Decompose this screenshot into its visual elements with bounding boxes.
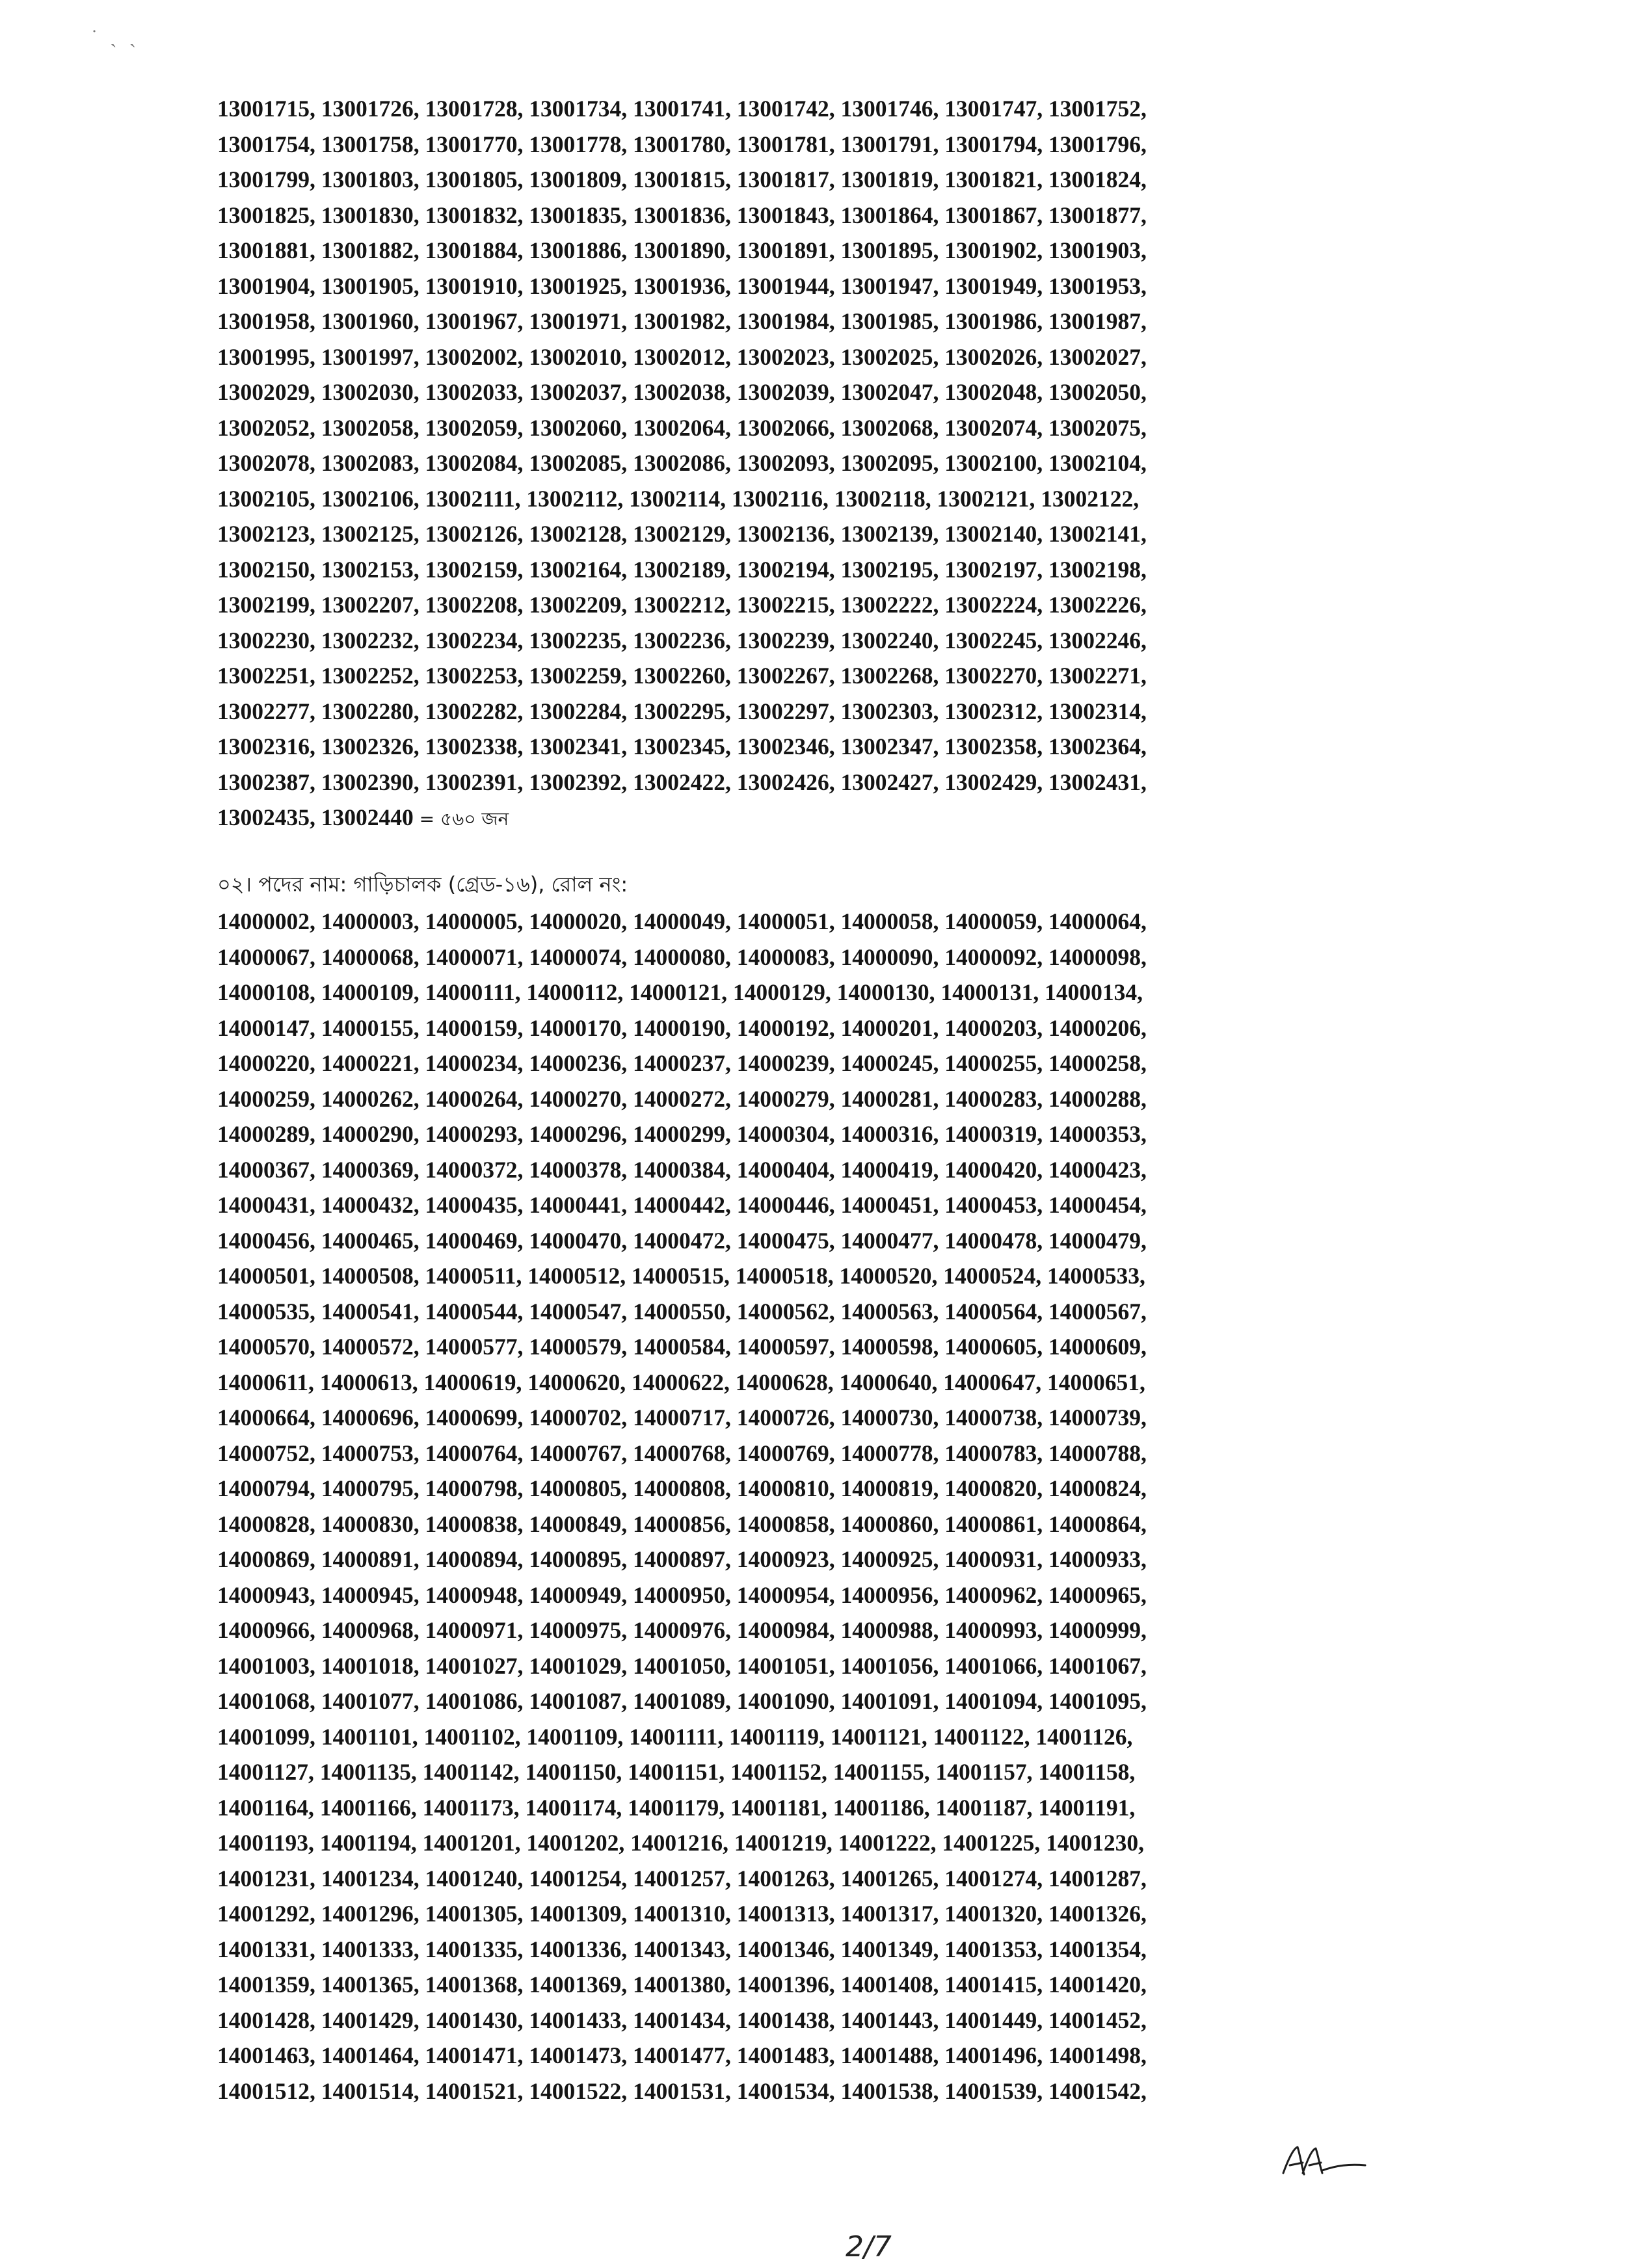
roll-number-line: 14000002, 14000003, 14000005, 14000020, 14000049, 14000051, 14000058, 14000059, 14000064, — [217, 908, 1147, 934]
roll-number-line: 14001428, 14001429, 14001430, 14001433, 14001434, 14001438, 14001443, 14001449, 14001452, — [217, 2007, 1147, 2033]
roll-number-line: 13002316, 13002326, 13002338, 13002341, 13002345, 13002346, 13002347, 13002358, 13002364, — [217, 733, 1147, 759]
roll-number-line: 13002029, 13002030, 13002033, 13002037, 13002038, 13002039, 13002047, 13002048, 13002050, — [217, 379, 1147, 405]
roll-number-line: 13001881, 13001882, 13001884, 13001886, 13001890, 13001891, 13001895, 13001902, 13001903, — [217, 237, 1147, 263]
roll-number-line: 13001904, 13001905, 13001910, 13001925, 13001936, 13001944, 13001947, 13001949, 13001953, — [217, 272, 1147, 299]
roll-number-line: 13002277, 13002280, 13002282, 13002284, 13002295, 13002297, 13002303, 13002312, 13002314, — [217, 698, 1147, 724]
roll-number-line: 14001193, 14001194, 14001201, 14001202, 14001216, 14001219, 14001222, 14001225, 14001230, — [217, 1830, 1144, 1856]
roll-number-line: 14000259, 14000262, 14000264, 14000270, 14000272, 14000279, 14000281, 14000283, 14000288, — [217, 1085, 1147, 1112]
roll-number-line: 14000828, 14000830, 14000838, 14000849, 14000856, 14000858, 14000860, 14000861, 14000864, — [217, 1510, 1147, 1537]
roll-number-line: 14000367, 14000369, 14000372, 14000378, 14000384, 14000404, 14000419, 14000420, 14000423, — [217, 1156, 1147, 1183]
roll-list-section-2 — [217, 865, 1466, 2109]
roll-number-line: 13002199, 13002207, 13002208, 13002209, 13002212, 13002215, 13002222, 13002224, 13002226, — [217, 592, 1147, 618]
roll-number-line: 14001359, 14001365, 14001368, 14001369, 14001380, 14001396, 14001408, 14001415, 14001420, — [217, 1971, 1147, 1998]
roll-number-line: 14001463, 14001464, 14001471, 14001473, 14001477, 14001483, 14001488, 14001496, 14001498, — [217, 2042, 1147, 2068]
roll-number-line: 13002150, 13002153, 13002159, 13002164, 13002189, 13002194, 13002195, 13002197, 13002198, — [217, 556, 1147, 583]
roll-number-lines-1 — [217, 91, 1466, 800]
roll-number-line: 14000220, 14000221, 14000234, 14000236, 14000237, 14000239, 14000245, 14000255, 14000258, — [217, 1050, 1147, 1076]
roll-number-line: 14001512, 14001514, 14001521, 14001522, 14001531, 14001534, 14001538, 14001539, 14001542, — [217, 2077, 1147, 2104]
roll-number-line: 14001331, 14001333, 14001335, 14001336, 14001343, 14001346, 14001349, 14001353, 14001354, — [217, 1936, 1147, 1962]
roll-number-line: 13001799, 13001803, 13001805, 13001809, 13001815, 13001817, 13001819, 13001821, 13001824, — [217, 166, 1147, 192]
roll-number-line: 14000289, 14000290, 14000293, 14000296, 14000299, 14000304, 14000316, 14000319, 14000353, — [217, 1121, 1147, 1147]
total-count-line — [217, 800, 1466, 836]
last-roll-numbers: 13002435, 13002440 — [217, 804, 414, 830]
roll-number-line: 14000869, 14000891, 14000894, 14000895, 14000897, 14000923, 14000925, 14000931, 14000933, — [217, 1546, 1147, 1572]
roll-number-line: 14000431, 14000432, 14000435, 14000441, 14000442, 14000446, 14000451, 14000453, 14000454, — [217, 1192, 1147, 1218]
roll-number-line: 14001003, 14001018, 14001027, 14001029, 14001050, 14001051, 14001056, 14001066, 14001067, — [217, 1652, 1147, 1679]
roll-number-lines-2 — [217, 904, 1466, 2109]
roll-number-line: 14000456, 14000465, 14000469, 14000470, 14000472, 14000475, 14000477, 14000478, 14000479, — [217, 1227, 1147, 1254]
roll-number-line: 14000611, 14000613, 14000619, 14000620, 14000622, 14000628, 14000640, 14000647, 14000651, — [217, 1369, 1145, 1395]
roll-number-line: 14000501, 14000508, 14000511, 14000512, 14000515, 14000518, 14000520, 14000524, 14000533, — [217, 1263, 1145, 1289]
total-count: = ৫৬০ জন — [413, 808, 509, 830]
roll-number-line: 13002105, 13002106, 13002111, 13002112, 13002114, 13002116, 13002118, 13002121, 13002122, — [217, 485, 1140, 512]
roll-number-line: 14001127, 14001135, 14001142, 14001150, 14001151, 14001152, 14001155, 14001157, 14001158, — [217, 1759, 1136, 1785]
roll-number-line: 14001068, 14001077, 14001086, 14001087, 14001089, 14001090, 14001091, 14001094, 14001095, — [217, 1688, 1147, 1714]
roll-list-section-1 — [217, 91, 1466, 836]
roll-number-line: 13002230, 13002232, 13002234, 13002235, 13002236, 13002239, 13002240, 13002245, 13002246, — [217, 627, 1147, 653]
roll-number-line: 14000752, 14000753, 14000764, 14000767, 14000768, 14000769, 14000778, 14000783, 14000788, — [217, 1440, 1147, 1466]
post-heading: ০২। পদের নাম: গাড়িচালক (গ্রেড-১৬), রোল নং: — [217, 872, 628, 897]
page-number: 2/7 — [846, 2230, 892, 2263]
roll-number-line: 14000943, 14000945, 14000948, 14000949, 14000950, 14000954, 14000956, 14000962, 14000965, — [217, 1581, 1147, 1608]
roll-number-line: 14000108, 14000109, 14000111, 14000112, 14000121, 14000129, 14000130, 14000131, 14000134, — [217, 979, 1143, 1005]
roll-number-line: 13002387, 13002390, 13002391, 13002392, 13002422, 13002426, 13002427, 13002429, 13002431, — [217, 769, 1147, 795]
roll-number-line: 14000966, 14000968, 14000971, 14000975, 14000976, 14000984, 14000988, 14000993, 14000999, — [217, 1617, 1147, 1643]
roll-number-line: 14000535, 14000541, 14000544, 14000547, 14000550, 14000562, 14000563, 14000564, 14000567, — [217, 1298, 1147, 1325]
roll-number-line: 13001825, 13001830, 13001832, 13001835, 13001836, 13001843, 13001864, 13001867, 13001877, — [217, 202, 1147, 228]
roll-number-line: 13002078, 13002083, 13002084, 13002085, 13002086, 13002093, 13002095, 13002100, 13002104, — [217, 450, 1147, 476]
roll-number-line: 14000147, 14000155, 14000159, 14000170, 14000190, 14000192, 14000201, 14000203, 14000206, — [217, 1014, 1147, 1041]
scan-specks-decoration: ˙ ˎ ˏ — [91, 26, 140, 47]
roll-number-line: 14000570, 14000572, 14000577, 14000579, 14000584, 14000597, 14000598, 14000605, 14000609, — [217, 1334, 1147, 1360]
roll-number-line: 13001995, 13001997, 13002002, 13002010, 13002012, 13002023, 13002025, 13002026, 13002027, — [217, 343, 1147, 370]
roll-number-line: 14001164, 14001166, 14001173, 14001174, 14001179, 14001181, 14001186, 14001187, 14001191, — [217, 1794, 1136, 1821]
roll-number-line: 14001099, 14001101, 14001102, 14001109, 14001111, 14001119, 14001121, 14001122, 14001126, — [217, 1723, 1133, 1750]
roll-number-line: 13001958, 13001960, 13001967, 13001971, 13001982, 13001984, 13001985, 13001986, 13001987, — [217, 308, 1147, 334]
roll-number-line: 13002251, 13002252, 13002253, 13002259, 13002260, 13002267, 13002268, 13002270, 13002271, — [217, 663, 1147, 689]
signature-initials — [1278, 2139, 1369, 2185]
roll-number-line: 13001715, 13001726, 13001728, 13001734, 13001741, 13001742, 13001746, 13001747, 13001752, — [217, 96, 1147, 122]
roll-number-line: 13001754, 13001758, 13001770, 13001778, 13001780, 13001781, 13001791, 13001794, 13001796, — [217, 131, 1147, 157]
roll-number-line: 14001292, 14001296, 14001305, 14001309, 14001310, 14001313, 14001317, 14001320, 14001326, — [217, 1901, 1147, 1927]
roll-number-line: 14000067, 14000068, 14000071, 14000074, 14000080, 14000083, 14000090, 14000092, 14000098, — [217, 943, 1147, 970]
roll-number-line: 13002052, 13002058, 13002059, 13002060, 13002064, 13002066, 13002068, 13002074, 13002075, — [217, 414, 1147, 441]
roll-number-line: 14000664, 14000696, 14000699, 14000702, 14000717, 14000726, 14000730, 14000738, 14000739, — [217, 1404, 1147, 1431]
roll-number-line: 14000794, 14000795, 14000798, 14000805, 14000808, 14000810, 14000819, 14000820, 14000824, — [217, 1475, 1147, 1501]
roll-number-line: 14001231, 14001234, 14001240, 14001254, 14001257, 14001263, 14001265, 14001274, 14001287, — [217, 1865, 1147, 1892]
roll-number-line: 13002123, 13002125, 13002126, 13002128, 13002129, 13002136, 13002139, 13002140, 13002141, — [217, 521, 1147, 547]
